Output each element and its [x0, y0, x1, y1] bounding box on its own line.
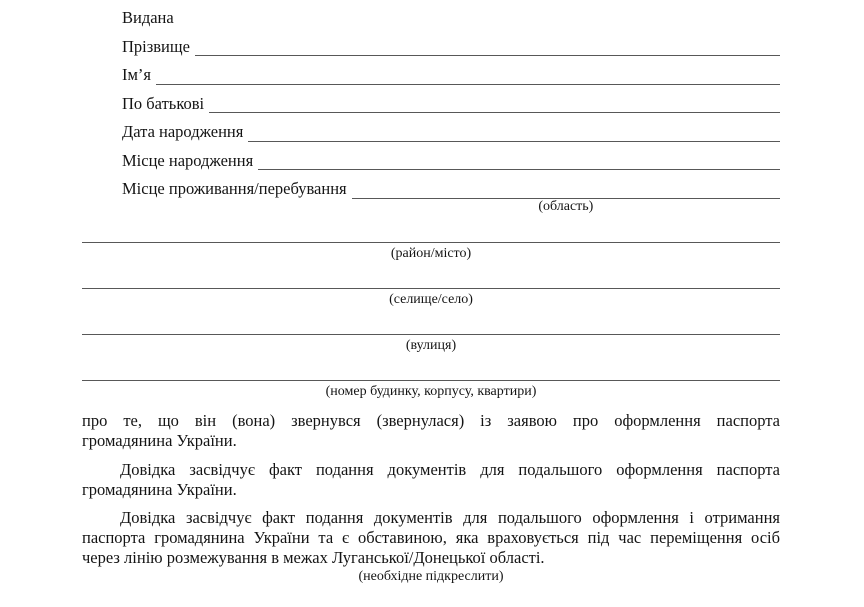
- address-line-street: [82, 334, 780, 355]
- caption-district-city: (район/місто): [390, 246, 472, 261]
- field-label-given-name: Ім’я: [122, 65, 152, 84]
- caption-oblast: (область): [538, 198, 594, 214]
- address-line-house-number: [82, 380, 780, 401]
- caption-street: (вулиця): [405, 338, 457, 353]
- paragraph-line: про те, що він (вона) звернувся (звернулася) із заявою про оформлення паспорта: [82, 411, 780, 430]
- paragraph-crossing-provision: [82, 508, 780, 568]
- field-label-patronymic: По батькові: [122, 93, 205, 113]
- form-field-issued: [82, 4, 780, 33]
- field-label-birth-place: Місце народження: [122, 150, 254, 170]
- field-label-residence: Місце проживання/перебування: [122, 179, 347, 198]
- form-field-residence: [82, 175, 780, 214]
- footnote-underline-note: (необхідне підкреслити): [358, 569, 504, 584]
- address-line-village: [82, 288, 780, 309]
- field-label-surname: Прізвище: [122, 36, 190, 56]
- field-label-birth-date: Дата народження: [122, 122, 244, 141]
- caption-village: (селище/село): [389, 292, 473, 307]
- blank-line-surname: [195, 33, 780, 57]
- address-line-district-city: [82, 242, 780, 263]
- blank-line-patronymic: [209, 90, 780, 114]
- paragraph-line: громадянина України.: [82, 480, 237, 499]
- paragraph-line: Довідка засвідчує факт подання документів для подальшого оформлення паспорта: [120, 460, 780, 479]
- paragraph-line: через лінію розмежування в межах Луганської/Донецької області.: [82, 548, 545, 567]
- blank-line-birth-place: [258, 147, 780, 171]
- form-field-birth-date: [82, 118, 780, 147]
- paragraph-certificate-confirmation: [82, 460, 780, 500]
- blank-line-given-name: [156, 61, 780, 85]
- paragraph-application-statement: [82, 411, 780, 451]
- paragraph-line: Довідка засвідчує факт подання документів для подальшого оформлення і отримання: [120, 508, 780, 527]
- form-field-surname: [82, 33, 780, 62]
- blank-line-birth-date: [248, 118, 780, 142]
- field-label-issued: Видана: [122, 8, 174, 27]
- form-field-birth-place: [82, 147, 780, 176]
- blank-line-residence: [352, 175, 780, 214]
- caption-house-number: (номер будинку, корпусу, квартири): [325, 384, 537, 399]
- paragraph-line: паспорта громадянина України та є обставиною, яка враховується під час переміщення осіб: [82, 528, 780, 547]
- form-field-given-name: [82, 61, 780, 90]
- form-field-patronymic: [82, 90, 780, 119]
- paragraph-line: громадянина України.: [82, 431, 237, 450]
